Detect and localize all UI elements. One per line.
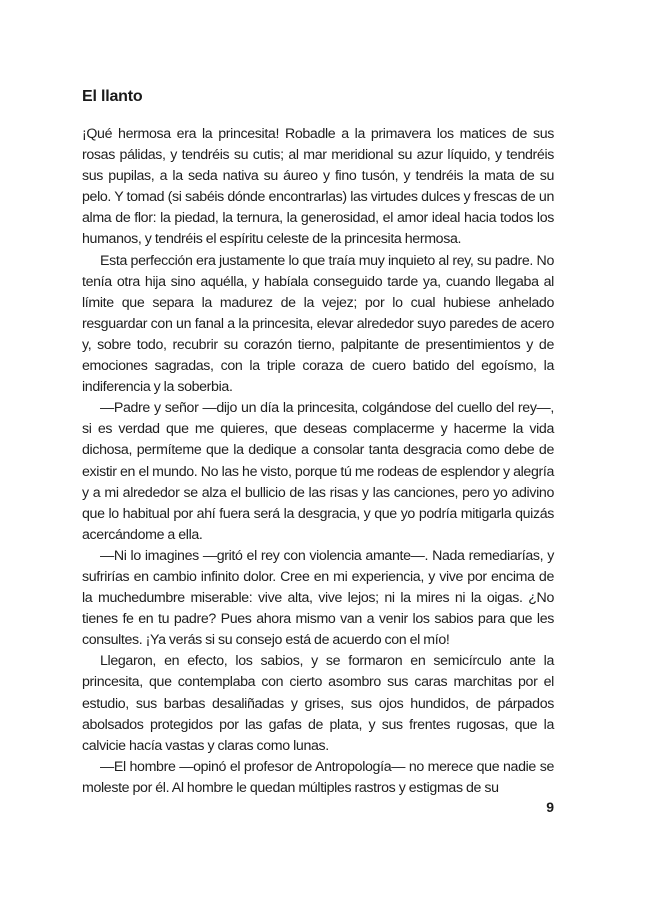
paragraph: Llegaron, en efecto, los sabios, y se formaron en semicírculo ante la princesita, que contemplaba con cierto asombro sus caras marchitas por el estudio, sus barbas desaliñadas y grises, sus ojos hundidos, de párpados abolsados protegidos por las gafas de plata, y sus frentes rugosas, que la calvicie hacía vastas y claras como lunas. (82, 653, 554, 754)
chapter-title: El llanto (82, 88, 143, 105)
paragraph: Esta perfección era justamente lo que traía muy inquieto al rey, su padre. No tenía otra hija sino aquélla, y habíala conseguido tarde ya, cuando llegaba al límite que separa la madurez de la vejez; por lo cual hubiese anhelado resguardar con un fanal a la princesita, elevar alrededor suyo paredes de acero y, sobre todo, recubrir su corazón tierno, palpitante de presentimientos y de emociones sagradas, con la triple coraza de cuero batido del egoísmo, la indiferencia y la soberbia. (82, 252, 554, 396)
paragraph: —El hombre —opinó el profesor de Antropología— no merece que nadie se moleste por él. Al hombre le quedan múltiples rastros y estigmas de su (82, 758, 554, 796)
page-number: 9 (546, 799, 554, 815)
paragraph: —Ni lo imagines —gritó el rey con violencia amante—. Nada remediarías, y sufrirías en cambio infinito dolor. Cree en mi experiencia, y vive por encima de la muchedumbre miserable: vive alta, vive lejos; ni la mires ni la oigas. ¿No tienes fe en tu padre? Pues ahora mismo van a venir los sabios para que les consultes. ¡Ya verás si su consejo está de acuerdo con el mío! (82, 547, 554, 649)
paragraph: ¡Qué hermosa era la princesita! Robadle a la primavera los matices de sus rosas pálidas, y tendréis su cutis; al mar meridional su azur líquido, y tendréis sus pupilas, a la seda nativa su áureo y fino tusón, y tendréis la mata de su pelo. Y tomad (si sabéis dónde encontrarlas) las virtudes dulces y frescas de un alma de flor: la piedad, la ternura, la generosidad, el amor ideal hacia todos los humanos, y tendréis el espíritu celeste de la princesita hermosa. (82, 126, 554, 248)
chapter-body (82, 124, 554, 799)
paragraph: —Padre y señor —dijo un día la princesita, colgándose del cuello del rey—, si es verdad que me quieres, que deseas complacerme y hacerme la vida dichosa, permíteme que la dedique a consolar tanta desgracia como debe de existir en el mundo. No las he visto, porque tú me rodeas de esplendor y alegría y a mi alrededor se alza el bullicio de las risas y las canciones, pero yo adivino que lo habitual por ahí fuera será la desgracia, y que yo podría mitigarla quizás acercándome a ella. (82, 400, 554, 543)
